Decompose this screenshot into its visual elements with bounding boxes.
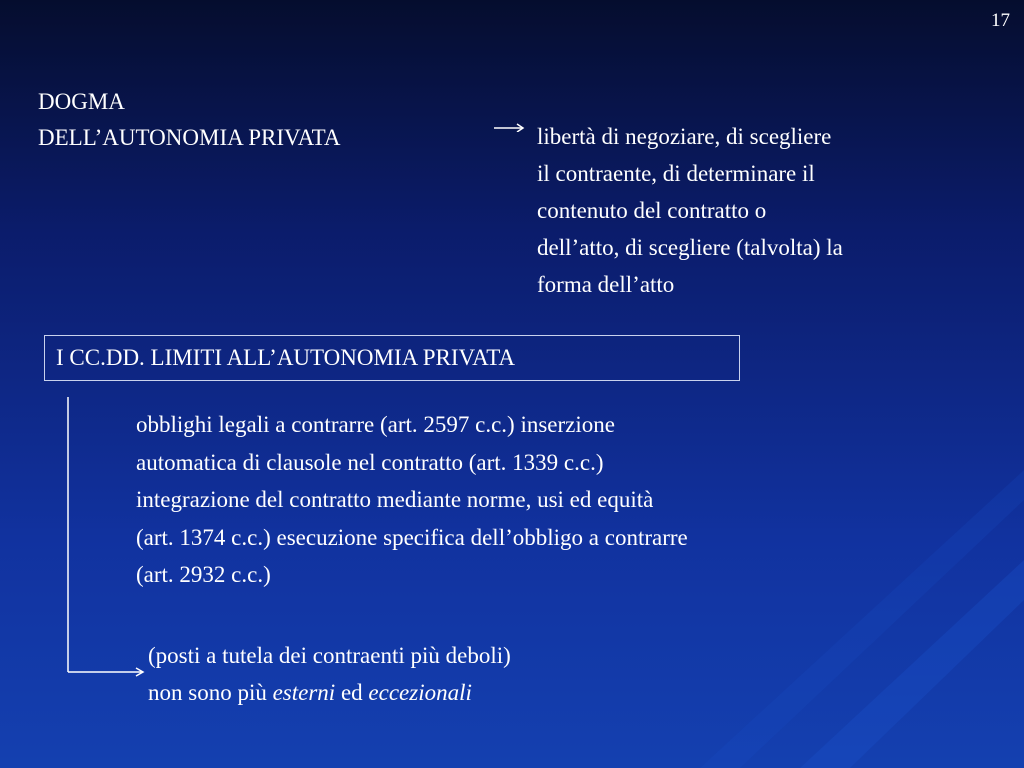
limits-box-label: I CC.DD. LIMITI ALL’AUTONOMIA PRIVATA: [56, 345, 516, 370]
definition-text: [537, 118, 987, 303]
limits-list: [136, 406, 936, 594]
limits-line: integrazione del contratto mediante norme, usi ed equità: [136, 487, 654, 512]
limits-line: obblighi legali a contrarre (art. 2597 c.c.) inserzione: [136, 412, 615, 437]
definition-line: il contraente, di determinare il: [537, 161, 815, 186]
conclusion-emphasis-esterni: esterni: [272, 680, 336, 705]
conclusion-mid: ed: [335, 680, 369, 705]
limits-line: (art. 1374 c.c.) esecuzione specifica dell’obbligo a contrarre: [136, 524, 688, 550]
conclusion-prefix: non sono più: [148, 680, 273, 705]
definition-line: contenuto del contratto o: [537, 198, 767, 223]
conclusion-line-2: [148, 674, 511, 711]
heading: [38, 84, 341, 156]
heading-line-1: DOGMA: [38, 89, 125, 114]
heading-line-2: DELL’AUTONOMIA PRIVATA: [38, 125, 341, 150]
conclusion-emphasis-eccezionali: eccezionali: [368, 680, 472, 705]
limits-line: automatica di clausole nel contratto (art. 1339 c.c.): [136, 449, 604, 475]
definition-line: libertà di negoziare, di scegliere: [537, 124, 832, 149]
slide-number: 17: [991, 10, 1010, 31]
limits-line: (art. 2932 c.c.): [136, 562, 271, 587]
conclusion-text: [148, 637, 511, 711]
conclusion-line-1: (posti a tutela dei contraenti più deboli): [148, 643, 511, 668]
arrow-right-icon: [492, 116, 526, 132]
definition-line: forma dell’atto: [537, 272, 675, 297]
definition-line: dell’atto, di scegliere (talvolta) la: [537, 235, 843, 260]
